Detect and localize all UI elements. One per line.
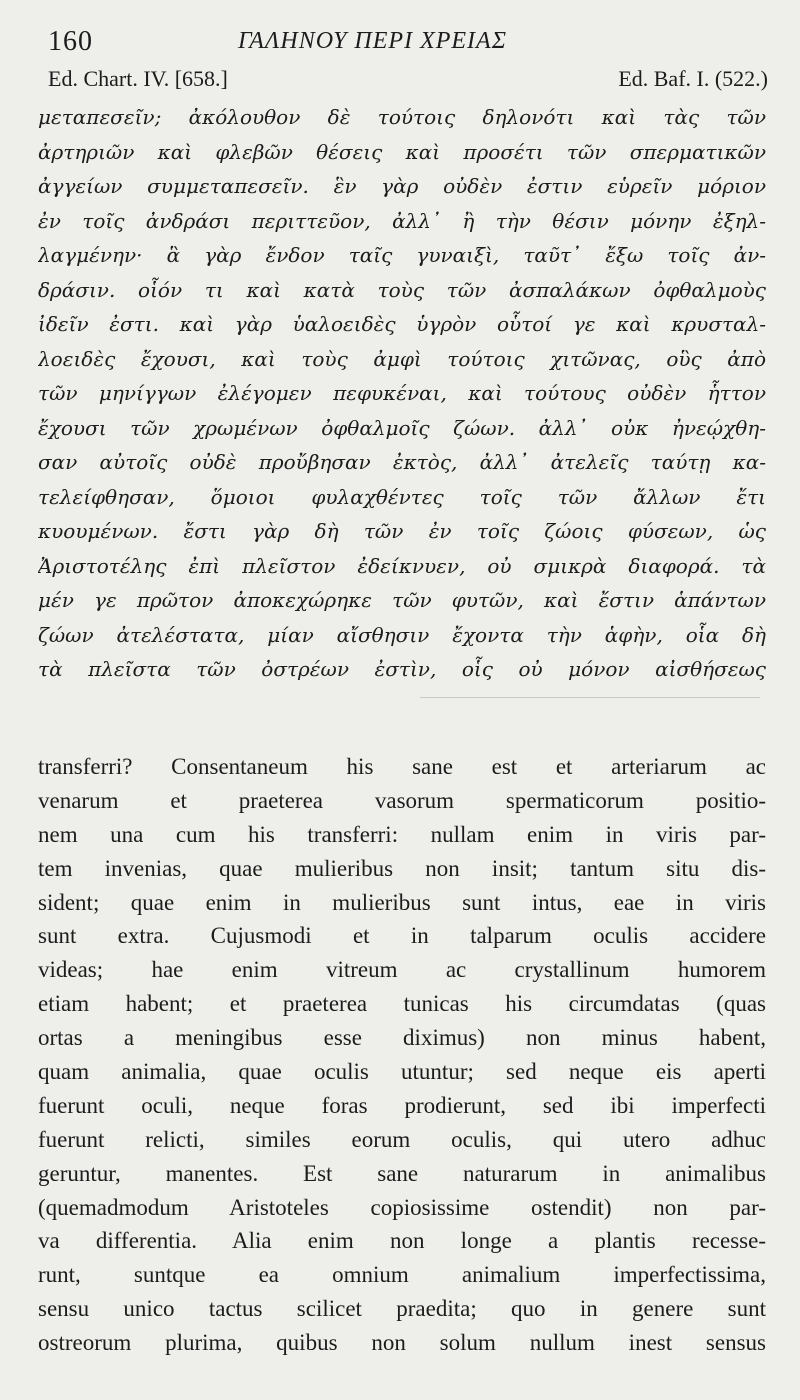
greek-text-line: τὰ πλεῖστα τῶν ὀστρέων ἐστὶν, οἷς οὐ μόνον αἰσθήσεως	[38, 657, 766, 681]
latin-text-line: runt, suntque ea omnium animalium imperfectissima,	[38, 1262, 766, 1288]
latin-text-line: transferri? Consentaneum his sane est et arteriarum ac	[38, 754, 766, 779]
greek-text-line: κυουμένων. ἔστι γὰρ δὴ τῶν ἐν τοῖς ζώοις φύσεων, ὡς	[38, 519, 766, 543]
greek-text-block	[38, 100, 766, 687]
greek-text-line: μέν γε πρῶτον ἀποκεχώρηκε τῶν φυτῶν, καὶ ἔστιν ἁπάντων	[38, 588, 766, 612]
edition-reference-right: Ed. Baf. I. (522.)	[618, 66, 768, 91]
greek-text-line: μεταπεσεῖν; ἀκόλουθον δὲ τούτοις δηλονότι καὶ τὰς τῶν	[38, 105, 766, 129]
greek-text-line: ἐν τοῖς ἀνδράσι περιττεῦον, ἀλλ᾽ ἢ τὴν θέσιν μόνην ἐξηλ-	[38, 208, 766, 233]
latin-text-line: ostreorum plurima, quibus non solum nullum inest sensus	[38, 1330, 766, 1356]
latin-text-block	[38, 750, 766, 1360]
page-header	[38, 26, 768, 60]
latin-text-line: videas; hae enim vitreum ac crystallinum humorem	[38, 957, 766, 983]
greek-text-line: ἰδεῖν ἐστι. καὶ γὰρ ὑαλοειδὲς ὑγρὸν οὗτοί γε καὶ κρυσταλ-	[38, 312, 766, 336]
latin-text-line: nem una cum his transferri: nullam enim in viris par-	[38, 821, 766, 847]
greek-text-line: δράσιν. οἷόν τι καὶ κατὰ τοὺς τῶν ἀσπαλάκων ὀφθαλμοὺς	[38, 277, 766, 302]
page-number: 160	[48, 26, 93, 57]
latin-text-line: sensu unico tactus scilicet praedita; quo in genere sunt	[38, 1296, 766, 1322]
greek-text-line: τῶν μηνίγγων ἐλέγομεν πεφυκέναι, καὶ τούτους οὐδὲν ἧττον	[38, 381, 766, 405]
running-title: ΓΑΛΗΝΟΥ ΠΕΡΙ ΧΡΕΙΑΣ	[238, 28, 507, 54]
edition-references	[48, 66, 768, 94]
greek-text-line: σαν αὐτοῖς οὐδὲ προὔβησαν ἐκτὸς, ἀλλ᾽ ἀτελεῖς ταύτῃ κα-	[38, 450, 766, 474]
latin-text-line: quam animalia, quae oculis utuntur; sed neque eis aperti	[38, 1059, 766, 1085]
scan-bleed-line	[420, 697, 760, 698]
greek-text-line: λαγμένην· ἃ γὰρ ἔνδον ταῖς γυναιξὶ, ταῦτ᾽ ἔξω τοῖς ἀν-	[38, 243, 766, 267]
latin-text-line: va differentia. Alia enim non longe a plantis recesse-	[38, 1228, 766, 1254]
greek-text-line: ἔχουσι τῶν χρωμένων ὀφθαλμοῖς ζώων. ἀλλ᾽ οὐκ ἠνεῴχθη-	[38, 415, 766, 440]
greek-text-line: τελείφθησαν, ὅμοιοι φυλαχθέντες τοῖς τῶν ἄλλων ἔτι	[38, 484, 766, 509]
greek-text-line: ἀγγείων συμμεταπεσεῖν. ἓν γὰρ οὐδὲν ἐστιν εὑρεῖν μόριον	[38, 174, 766, 198]
latin-text-line: sunt extra. Cujusmodi et in talparum oculis accidere	[38, 923, 766, 949]
latin-text-line: fuerunt oculi, neque foras prodierunt, sed ibi imperfecti	[38, 1092, 766, 1118]
edition-reference-left: Ed. Chart. IV. [658.]	[48, 66, 228, 91]
latin-text-line: fuerunt relicti, similes eorum oculis, qui utero adhuc	[38, 1126, 766, 1152]
latin-text-line: ortas a meningibus esse diximus) non minus habent,	[38, 1025, 766, 1051]
latin-text-line: geruntur, manentes. Est sane naturarum in animalibus	[38, 1160, 766, 1186]
greek-text-line: ἀρτηριῶν καὶ φλεβῶν θέσεις καὶ προσέτι τῶν σπερματικῶν	[38, 139, 766, 164]
latin-text-line: sident; quae enim in mulieribus sunt intus, eae in viris	[38, 889, 766, 915]
latin-text-line: etiam habent; et praeterea tunicas his circumdatas (quas	[38, 991, 766, 1017]
latin-text-line: venarum et praeterea vasorum spermaticorum positio-	[38, 787, 766, 813]
greek-text-line: ζώων ἀτελέστατα, μίαν αἴσθησιν ἔχοντα τὴν ἁφὴν, οἷα δὴ	[38, 622, 766, 647]
latin-text-line: tem invenias, quae mulieribus non insit; tantum situ dis-	[38, 855, 766, 881]
greek-text-line: Ἀριστοτέλης ἐπὶ πλεῖστον ἐδείκνυεν, οὐ σμικρὰ διαφορά. τὰ	[38, 553, 766, 578]
greek-text-line: λοειδὲς ἔχουσι, καὶ τοὺς ἀμφὶ τούτοις χιτῶνας, οὓς ἀπὸ	[38, 346, 766, 371]
latin-text-line: (quemadmodum Aristoteles copiosissime ostendit) non par-	[38, 1194, 766, 1220]
